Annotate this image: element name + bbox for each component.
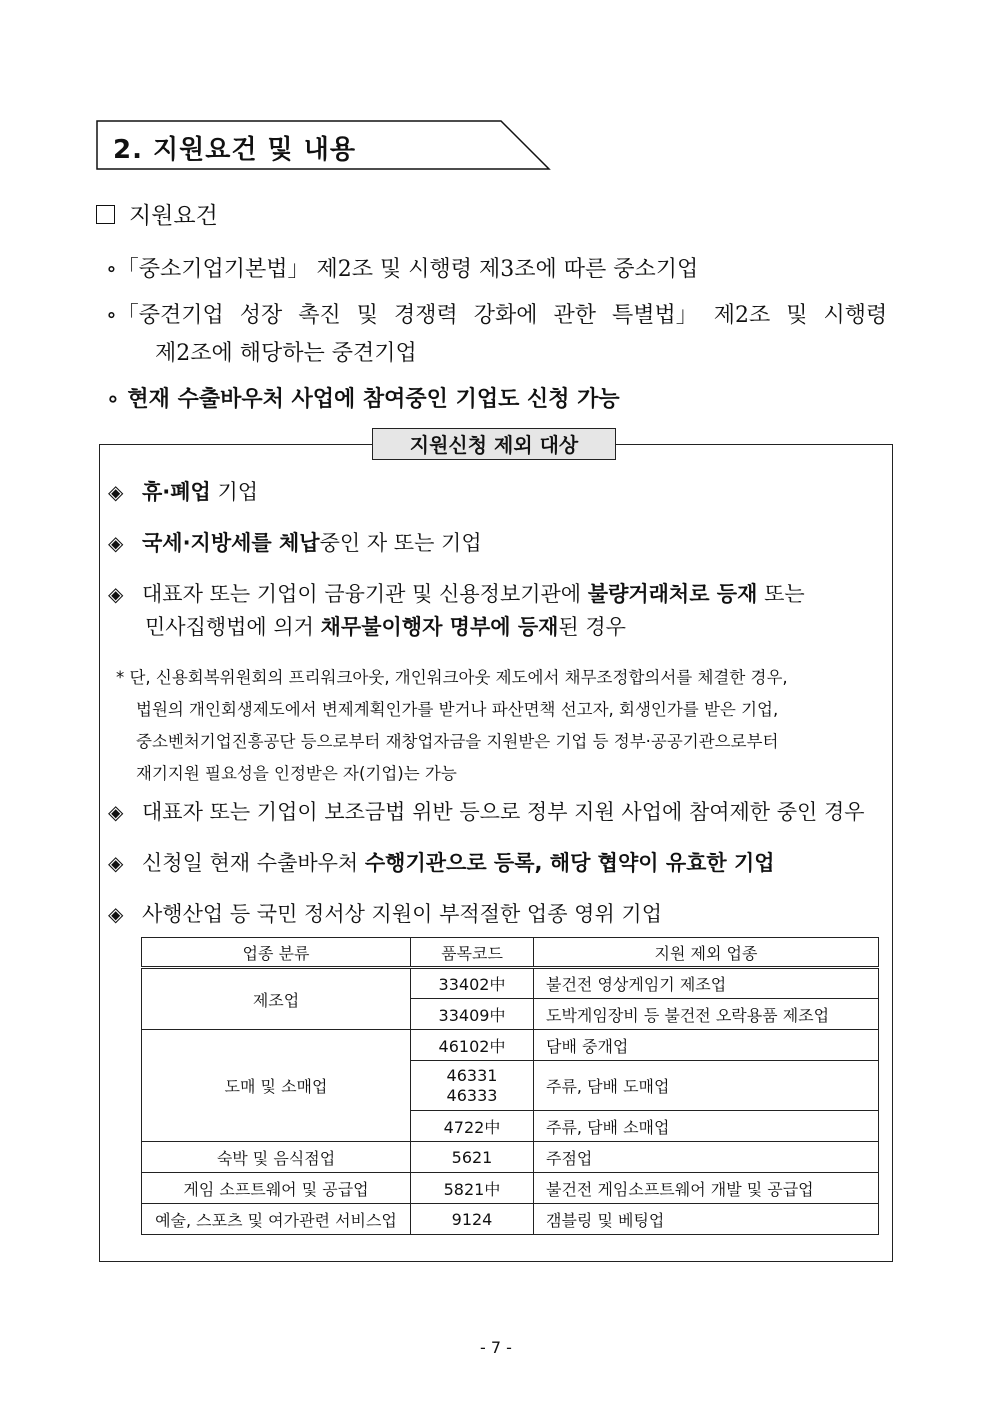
industry-cell: 주류, 담배 소매업 bbox=[534, 1111, 879, 1142]
code-cell: 33409中 bbox=[411, 999, 534, 1030]
diamond-bullet-icon: ◈ bbox=[108, 480, 124, 504]
industry-cell: 갬블링 및 베팅업 bbox=[534, 1204, 879, 1235]
requirement-item-2-cont: 제2조에 해당하는 중견기업 bbox=[155, 341, 417, 366]
note-line: 중소벤처기업진흥공단 등으로부터 재창업자금을 지원받은 기업 등 정부·공공기관으로부터 bbox=[136, 732, 779, 751]
table-row bbox=[142, 1142, 879, 1173]
requirement-item-1: ∘「중소기업기본법」 제2조 및 시행령 제3조에 따른 중소기업 bbox=[106, 257, 699, 282]
exclusion-item-3-text-b: 또는 bbox=[757, 582, 805, 606]
category-cell: 제조업 bbox=[142, 968, 411, 1030]
table-row bbox=[142, 968, 879, 999]
diamond-bullet-icon: ◈ bbox=[108, 531, 124, 555]
section-title: 2. 지원요건 및 내용 bbox=[113, 135, 356, 165]
category-cell: 게임 소프트웨어 및 공급업 bbox=[142, 1173, 411, 1204]
note-line: * 단, 신용회복위원회의 프리워크아웃, 개인워크아웃 제도에서 채무조정합의서를 체결한 경우, bbox=[116, 668, 788, 687]
diamond-bullet-icon: ◈ bbox=[108, 582, 124, 606]
code-cell: 5821中 bbox=[411, 1173, 534, 1204]
exclusion-item-4 bbox=[108, 796, 865, 826]
header-code: 품목코드 bbox=[411, 938, 534, 968]
code-cell: 33402中 bbox=[411, 968, 534, 999]
industry-cell: 불건전 영상게임기 제조업 bbox=[534, 968, 879, 999]
table-row bbox=[142, 1204, 879, 1235]
exclusion-item-6-text: 사행산업 등 국민 정서상 지원이 부적절한 업종 영위 기업 bbox=[142, 902, 662, 926]
diamond-bullet-icon: ◈ bbox=[108, 851, 124, 875]
industry-cell: 주점업 bbox=[534, 1142, 879, 1173]
industry-cell: 주류, 담배 도매업 bbox=[534, 1061, 879, 1111]
exclusion-item-3-cont bbox=[145, 611, 626, 641]
code-cell: 46331 46333 bbox=[411, 1061, 534, 1111]
exclusion-item-2-text: 중인 자 또는 기업 bbox=[319, 531, 482, 555]
exclusion-item-1-text: 기업 bbox=[210, 480, 259, 504]
requirement-item-2: ∘「중견기업 성장 촉진 및 경쟁력 강화에 관한 특별법」 제2조 및 시행령 bbox=[106, 303, 888, 328]
exclusion-item-3-bold-2: 채무불이행자 명부에 등재 bbox=[320, 615, 559, 639]
exclusion-item-5 bbox=[108, 847, 775, 877]
exclusion-item-1-bold: 휴·폐업 bbox=[142, 480, 211, 504]
note-line: 재기지원 필요성을 인정받은 자(기업)는 가능 bbox=[136, 764, 457, 783]
exclusion-item-3-text-d: 된 경우 bbox=[558, 615, 626, 639]
table-header-row bbox=[142, 938, 879, 968]
requirements-heading-text: 지원요건 bbox=[129, 203, 218, 229]
table-row bbox=[142, 1173, 879, 1204]
code-cell: 4722中 bbox=[411, 1111, 534, 1142]
exclusion-item-3 bbox=[108, 578, 805, 608]
table-row bbox=[142, 1030, 879, 1061]
exclusion-item-6 bbox=[108, 898, 662, 928]
square-bullet-icon bbox=[96, 205, 115, 224]
category-cell: 도매 및 소매업 bbox=[142, 1030, 411, 1142]
header-category: 업종 분류 bbox=[142, 938, 411, 968]
page-number: - 7 - bbox=[480, 1338, 512, 1357]
industry-cell: 도박게임장비 등 불건전 오락용품 제조업 bbox=[534, 999, 879, 1030]
exclusion-item-3-text-c: 민사집행법에 의거 bbox=[145, 615, 321, 639]
exclusion-item-1 bbox=[108, 476, 258, 506]
exclusion-item-3-bold: 불량거래처로 등재 bbox=[587, 582, 758, 606]
code-cell: 9124 bbox=[411, 1204, 534, 1235]
exclusion-item-3-text-a: 대표자 또는 기업이 금융기관 및 신용정보기관에 bbox=[142, 582, 588, 606]
industry-cell: 불건전 게임소프트웨어 개발 및 공급업 bbox=[534, 1173, 879, 1204]
industry-cell: 담배 중개업 bbox=[534, 1030, 879, 1061]
header-industry: 지원 제외 업종 bbox=[534, 938, 879, 968]
exclusion-item-5-bold: 수행기관으로 등록, 해당 협약이 유효한 기업 bbox=[364, 851, 775, 875]
category-cell: 예술, 스포츠 및 여가관련 서비스업 bbox=[142, 1204, 411, 1235]
diamond-bullet-icon: ◈ bbox=[108, 800, 124, 824]
requirement-item-3: ∘ 현재 수출바우처 사업에 참여중인 기업도 신청 가능 bbox=[106, 387, 620, 412]
diamond-bullet-icon: ◈ bbox=[108, 902, 124, 926]
exclusion-item-2-bold: 국세·지방세를 체납 bbox=[142, 531, 320, 555]
note-line: 법원의 개인회생제도에서 변제계획인가를 받거나 파산면책 선고자, 회생인가를 받은 기업, bbox=[136, 700, 779, 719]
exclusion-item-5-text: 신청일 현재 수출바우처 bbox=[142, 851, 365, 875]
requirements-heading bbox=[96, 197, 218, 230]
code-cell: 5621 bbox=[411, 1142, 534, 1173]
exclusion-item-4-text: 대표자 또는 기업이 보조금법 위반 등으로 정부 지원 사업에 참여제한 중인 경우 bbox=[142, 800, 865, 824]
exclusion-note bbox=[116, 662, 878, 790]
exclusion-item-2 bbox=[108, 527, 482, 557]
section-title-box bbox=[96, 120, 551, 170]
exclusion-label: 지원신청 제외 대상 bbox=[372, 428, 616, 460]
category-cell: 숙박 및 음식점업 bbox=[142, 1142, 411, 1173]
code-cell: 46102中 bbox=[411, 1030, 534, 1061]
excluded-industries-table bbox=[141, 937, 879, 1235]
